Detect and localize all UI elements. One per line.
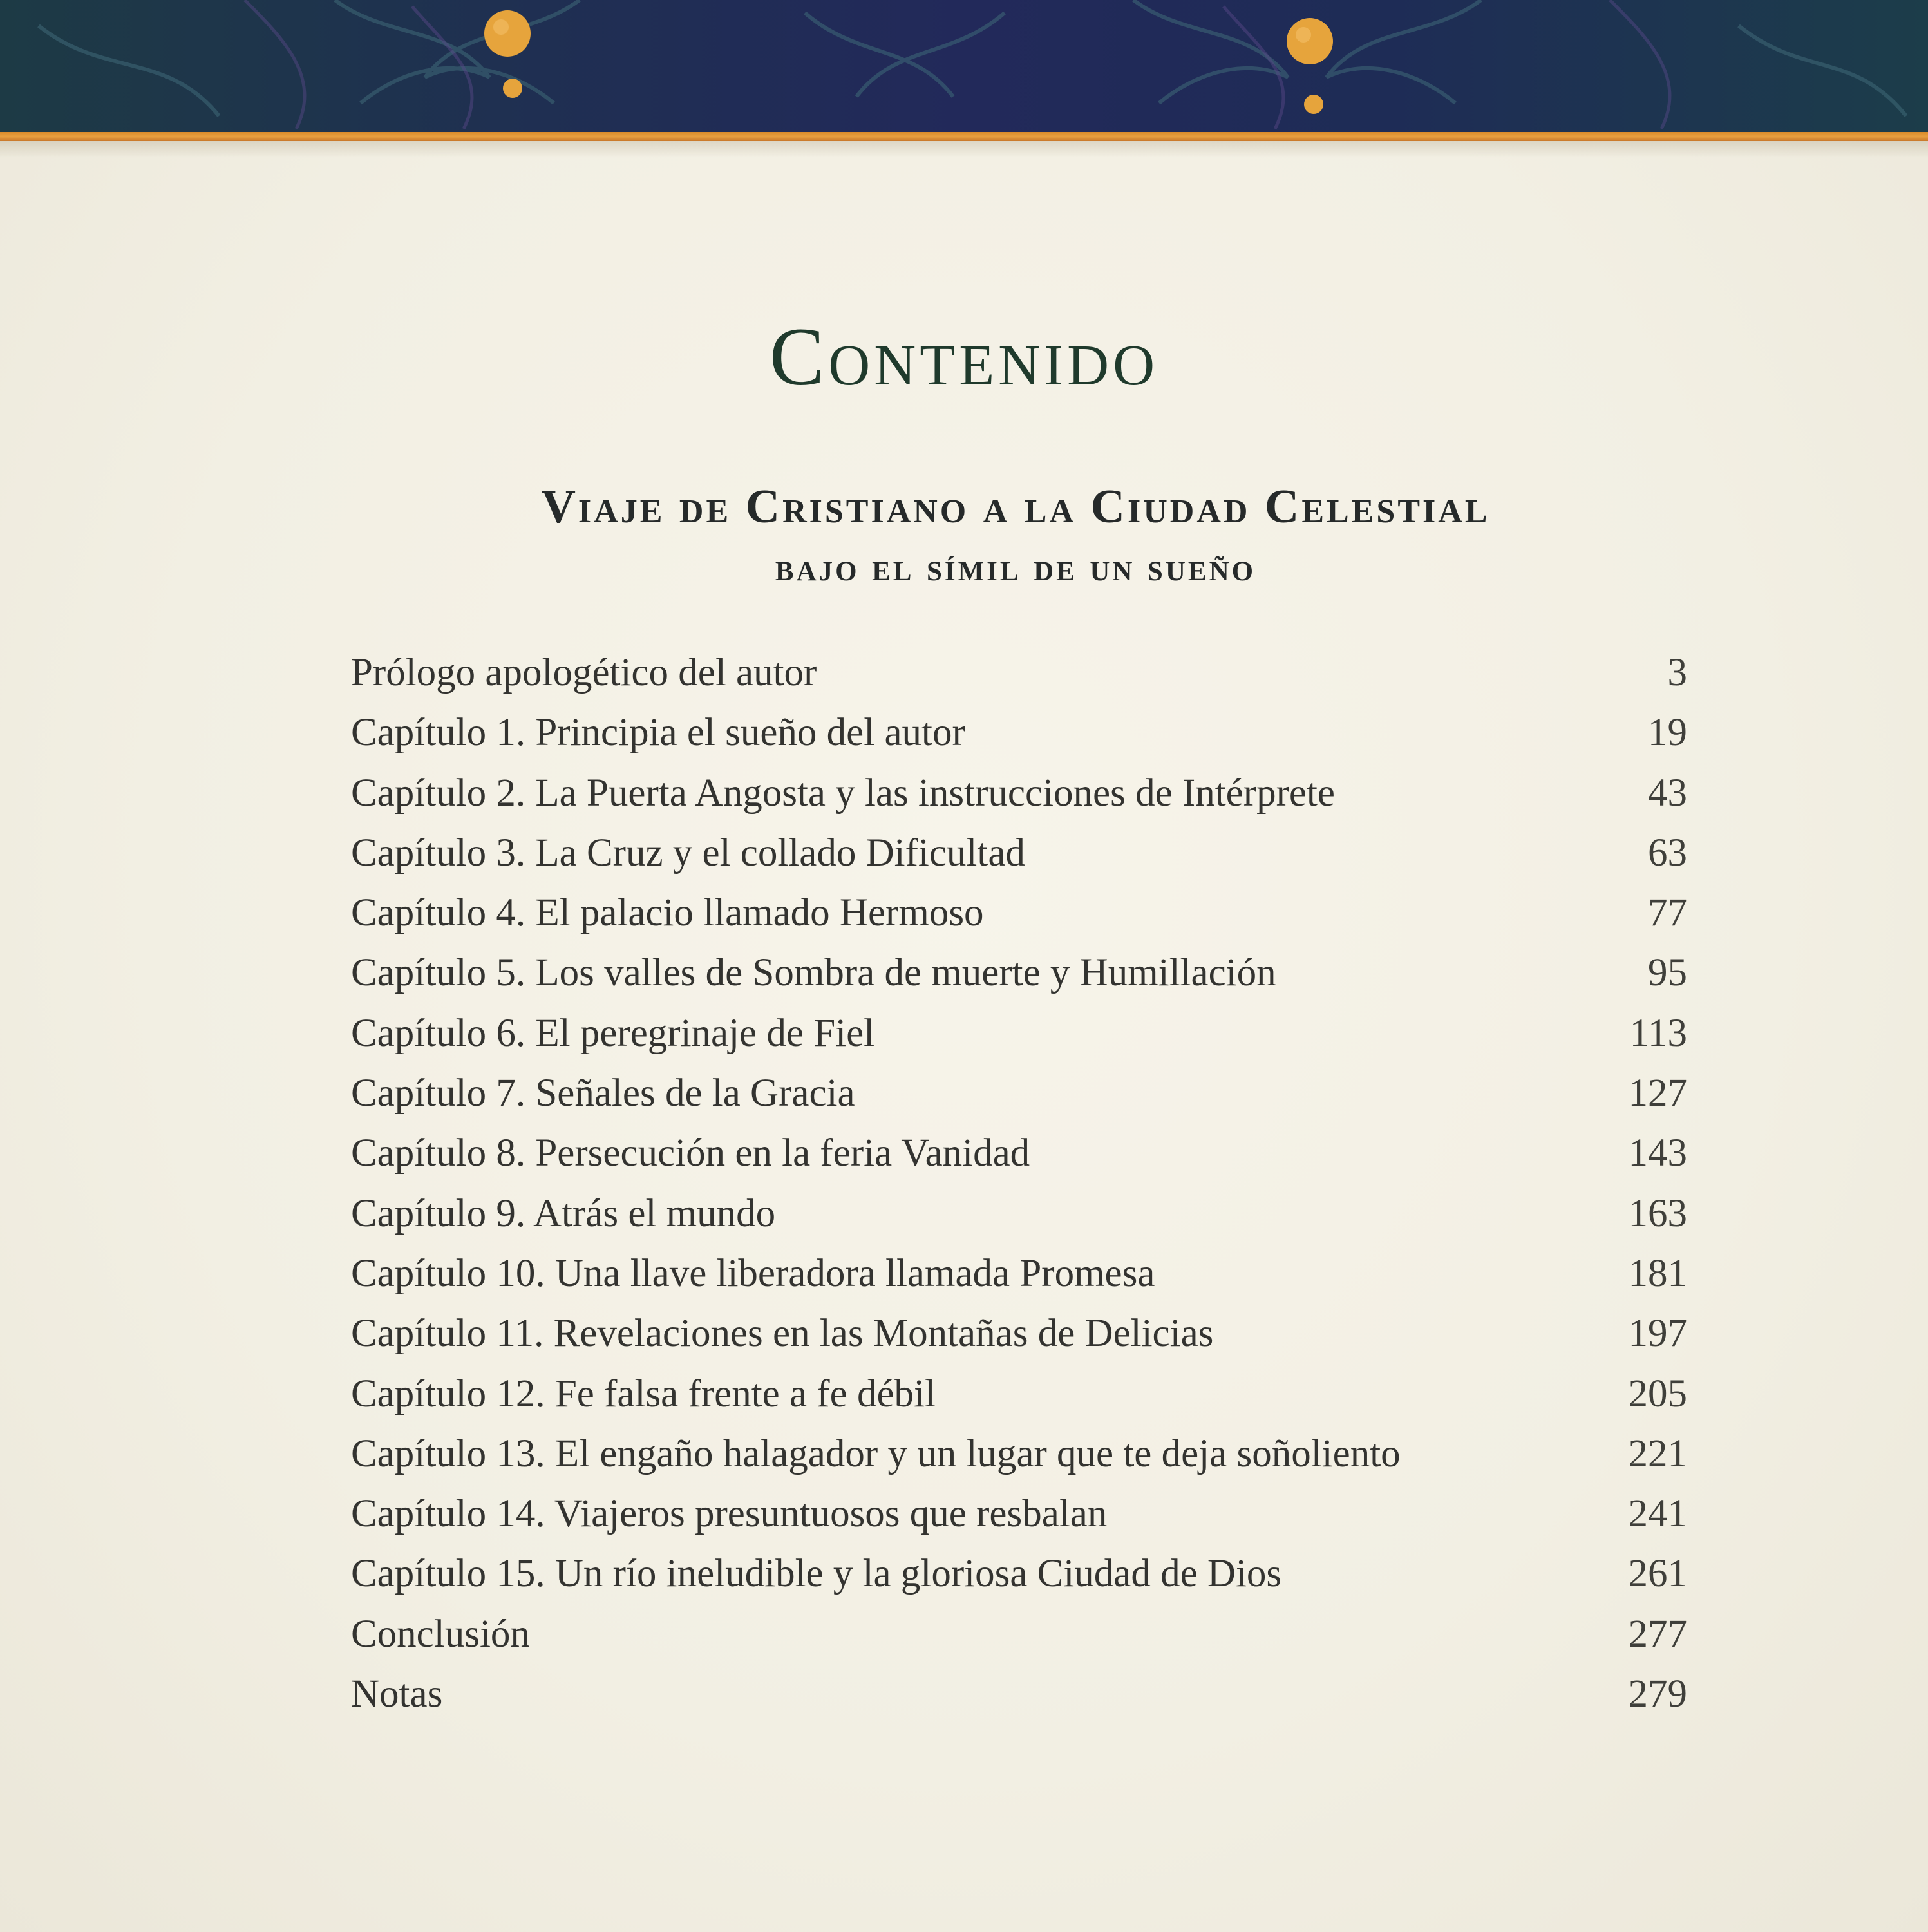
toc-entry	[351, 1191, 1687, 1251]
toc-entry-page-number: 261	[1628, 1552, 1687, 1596]
toc-entry	[351, 1251, 1687, 1311]
toc-entry	[351, 771, 1687, 831]
toc-entry-page-number: 197	[1628, 1312, 1687, 1356]
toc-entry-page-number: 181	[1628, 1251, 1687, 1295]
toc-entry-page-number: 205	[1628, 1372, 1687, 1416]
banner-shadow	[0, 141, 1928, 158]
toc-entry-title: Capítulo 11. Revelaciones en las Montañas de Delicias	[351, 1312, 1214, 1356]
page-title: Contenido	[769, 311, 1159, 402]
toc-entry-title: Capítulo 13. El engaño halagador y un lugar que te deja soñoliento	[351, 1432, 1401, 1475]
toc-entry-title: Capítulo 7. Señales de la Gracia	[351, 1072, 855, 1115]
toc-entry	[351, 1612, 1687, 1672]
toc-entry-page-number: 279	[1628, 1672, 1687, 1716]
book-subtitle-line-2: bajo el símil de un sueño	[775, 545, 1256, 589]
toc-entry	[351, 1372, 1687, 1432]
toc-entry-title: Capítulo 15. Un río ineludible y la gloriosa Ciudad de Dios	[351, 1552, 1282, 1596]
toc-entry-page-number: 127	[1628, 1072, 1687, 1115]
toc-entry	[351, 1011, 1687, 1071]
toc-entry	[351, 891, 1687, 951]
toc-entry	[351, 1131, 1687, 1191]
toc-entry-title: Capítulo 2. La Puerta Angosta y las instrucciones de Intérprete	[351, 771, 1335, 815]
toc-entry-page-number: 63	[1648, 831, 1687, 875]
toc-entry-title: Capítulo 4. El palacio llamado Hermoso	[351, 891, 984, 935]
toc-entry-title: Prólogo apologético del autor	[351, 651, 817, 694]
gold-dot-large-icon	[1287, 18, 1333, 64]
toc-entry-page-number: 3	[1667, 651, 1687, 694]
banner-gold-rule	[0, 132, 1928, 141]
toc-entry	[351, 1311, 1687, 1371]
toc-entry-title: Capítulo 8. Persecución en la feria Vanidad	[351, 1132, 1030, 1175]
toc-entry	[351, 1432, 1687, 1492]
toc-entry	[351, 951, 1687, 1010]
toc-entry-title: Capítulo 10. Una llave liberadora llamada Promesa	[351, 1251, 1155, 1295]
toc-entry	[351, 1492, 1687, 1551]
toc-entry-page-number: 19	[1648, 711, 1687, 755]
gold-dot-small-icon	[503, 79, 522, 98]
toc-entry-page-number: 277	[1628, 1612, 1687, 1656]
toc-entry-title: Capítulo 6. El peregrinaje de Fiel	[351, 1011, 875, 1055]
toc-entry	[351, 1672, 1687, 1732]
banner-ornament	[0, 0, 1928, 132]
toc-entry	[351, 650, 1687, 710]
toc-entry-title: Capítulo 14. Viajeros presuntuosos que resbalan	[351, 1492, 1108, 1536]
toc-entry-title: Capítulo 5. Los valles de Sombra de muerte y Humillación	[351, 951, 1276, 995]
toc-entry	[351, 1551, 1687, 1611]
toc-entry-page-number: 113	[1629, 1011, 1687, 1055]
decorative-banner	[0, 0, 1928, 132]
gold-dot-small-icon	[1304, 95, 1323, 114]
toc-entry-page-number: 143	[1628, 1132, 1687, 1175]
book-subtitle-line-1: Viaje de Cristiano a la Ciudad Celestial	[541, 480, 1490, 533]
toc-entry-page-number: 241	[1628, 1492, 1687, 1536]
toc-entry-title: Capítulo 3. La Cruz y el collado Dificultad	[351, 831, 1025, 875]
toc-entry	[351, 1071, 1687, 1131]
toc-entry-title: Capítulo 9. Atrás el mundo	[351, 1191, 776, 1235]
toc-entry-title: Conclusión	[351, 1612, 530, 1656]
table-of-contents	[351, 650, 1687, 1732]
toc-entry-title: Capítulo 1. Principia el sueño del autor	[351, 711, 965, 755]
toc-entry	[351, 831, 1687, 891]
gold-dot-large-icon	[484, 10, 531, 57]
toc-entry-title: Capítulo 12. Fe falsa frente a fe débil	[351, 1372, 936, 1416]
toc-entry-page-number: 163	[1628, 1191, 1687, 1235]
toc-entry-title: Notas	[351, 1672, 443, 1716]
toc-entry-page-number: 43	[1648, 771, 1687, 815]
toc-entry-page-number: 221	[1628, 1432, 1687, 1475]
toc-entry-page-number: 95	[1648, 951, 1687, 995]
toc-entry	[351, 710, 1687, 770]
toc-entry-page-number: 77	[1648, 891, 1687, 935]
